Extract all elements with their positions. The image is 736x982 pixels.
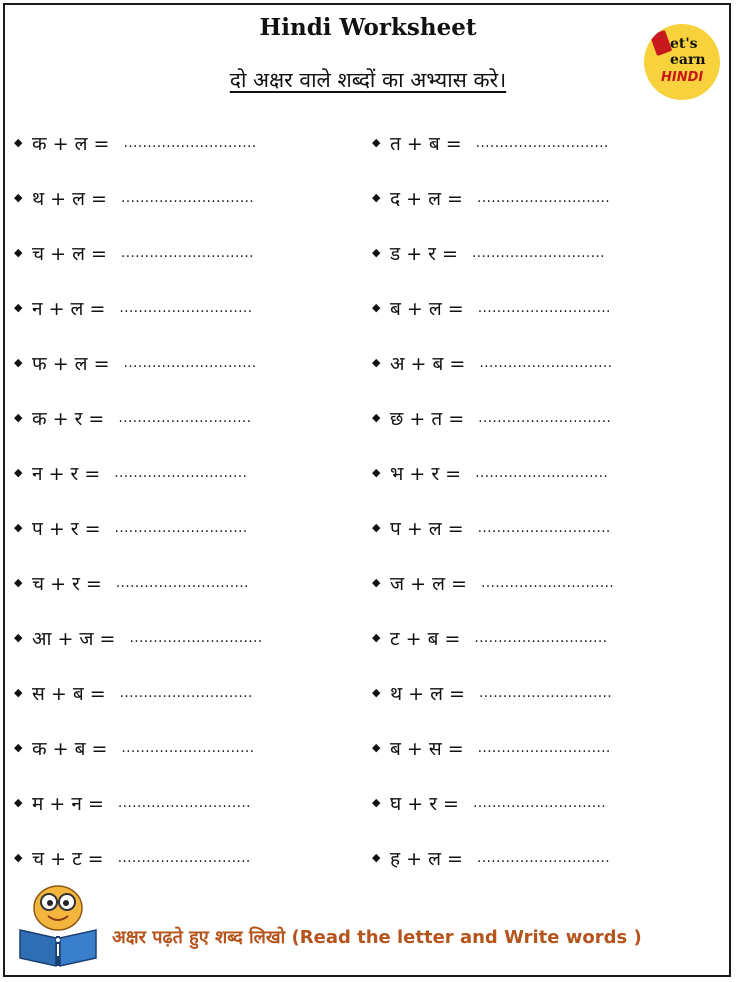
bullet-icon: ◆: [372, 136, 381, 149]
worksheet-subtitle: [0, 66, 736, 94]
bullet-icon: ◆: [372, 411, 381, 424]
left-exercise-row: [14, 115, 263, 170]
logo-line-2: earn: [670, 52, 706, 68]
right-exercise-row: [372, 115, 614, 170]
reading-mascot-icon: [16, 878, 100, 968]
answer-blank[interactable]: ............................: [475, 464, 609, 481]
left-exercise-row: [14, 170, 263, 225]
right-exercise-row: [372, 610, 614, 665]
answer-blank[interactable]: ............................: [477, 519, 611, 536]
subtitle-text: दो अक्षर वाले शब्दों का अभ्यास करे।: [229, 68, 507, 92]
right-exercise-row: [372, 225, 614, 280]
letter-combination: घ + र =: [390, 792, 459, 815]
letter-combination: स + ब =: [32, 682, 106, 705]
bullet-icon: ◆: [14, 686, 23, 699]
bullet-icon: ◆: [372, 191, 381, 204]
bullet-icon: ◆: [14, 631, 23, 644]
bullet-icon: ◆: [372, 851, 381, 864]
logo-book-icon: [650, 30, 673, 56]
answer-blank[interactable]: ............................: [117, 794, 251, 811]
answer-blank[interactable]: ............................: [123, 354, 257, 371]
bullet-icon: ◆: [372, 631, 381, 644]
answer-blank[interactable]: ............................: [129, 629, 263, 646]
answer-blank[interactable]: ............................: [477, 739, 611, 756]
answer-blank[interactable]: ............................: [121, 739, 255, 756]
bullet-icon: ◆: [372, 741, 381, 754]
right-exercise-row: [372, 170, 614, 225]
left-exercise-row: [14, 280, 263, 335]
bullet-icon: ◆: [372, 686, 381, 699]
answer-blank[interactable]: ............................: [476, 849, 610, 866]
answer-blank[interactable]: ............................: [120, 244, 254, 261]
letter-combination: फ + ल =: [32, 352, 110, 375]
answer-blank[interactable]: ............................: [474, 629, 608, 646]
left-exercise-row: [14, 390, 263, 445]
bullet-icon: ◆: [14, 466, 23, 479]
answer-blank[interactable]: ............................: [471, 244, 605, 261]
letter-combination: अ + ब =: [390, 352, 466, 375]
bullet-icon: ◆: [372, 246, 381, 259]
right-exercise-row: [372, 720, 614, 775]
footer-instruction: अक्षर पढ़ते हुए शब्द लिखो (Read the letter and Write words ): [112, 927, 642, 948]
answer-blank[interactable]: ............................: [475, 134, 609, 151]
bullet-icon: ◆: [14, 851, 23, 864]
letter-combination: ट + ब =: [390, 627, 461, 650]
answer-blank[interactable]: ............................: [477, 299, 611, 316]
letter-combination: छ + त =: [390, 407, 465, 430]
bullet-icon: ◆: [14, 576, 23, 589]
letter-combination: प + ल =: [390, 517, 464, 540]
logo-line-3: HINDI: [661, 70, 704, 85]
bullet-icon: ◆: [14, 246, 23, 259]
letter-combination: त + ब =: [390, 132, 462, 155]
answer-blank[interactable]: ............................: [117, 849, 251, 866]
letter-combination: क + र =: [32, 407, 105, 430]
answer-blank[interactable]: ............................: [478, 684, 612, 701]
letter-combination: ह + ल =: [390, 847, 463, 870]
left-exercise-row: [14, 335, 263, 390]
bullet-icon: ◆: [14, 411, 23, 424]
bullet-icon: ◆: [14, 191, 23, 204]
left-exercise-column: [14, 115, 263, 885]
bullet-icon: ◆: [14, 301, 23, 314]
left-exercise-row: [14, 720, 263, 775]
lets-learn-hindi-logo: [644, 24, 720, 100]
bullet-icon: ◆: [372, 301, 381, 314]
answer-blank[interactable]: ............................: [123, 134, 257, 151]
letter-combination: भ + र =: [390, 462, 462, 485]
bullet-icon: ◆: [14, 136, 23, 149]
answer-blank[interactable]: ............................: [472, 794, 606, 811]
bullet-icon: ◆: [14, 356, 23, 369]
bullet-icon: ◆: [372, 521, 381, 534]
letter-combination: ड + र =: [390, 242, 458, 265]
right-exercise-column: [372, 115, 614, 885]
answer-blank[interactable]: ............................: [119, 299, 253, 316]
logo-line-1: et's: [670, 36, 698, 52]
left-exercise-row: [14, 445, 263, 500]
bullet-icon: ◆: [372, 356, 381, 369]
answer-blank[interactable]: ............................: [115, 574, 249, 591]
right-exercise-row: [372, 280, 614, 335]
bullet-icon: ◆: [372, 466, 381, 479]
right-exercise-row: [372, 665, 614, 720]
answer-blank[interactable]: ............................: [114, 464, 248, 481]
bullet-icon: ◆: [14, 796, 23, 809]
left-exercise-row: [14, 500, 263, 555]
letter-combination: क + ल =: [32, 132, 110, 155]
answer-blank[interactable]: ............................: [120, 189, 254, 206]
right-exercise-row: [372, 830, 614, 885]
bullet-icon: ◆: [372, 796, 381, 809]
left-exercise-row: [14, 225, 263, 280]
right-exercise-row: [372, 390, 614, 445]
bullet-icon: ◆: [372, 576, 381, 589]
right-exercise-row: [372, 775, 614, 830]
letter-combination: न + र =: [32, 462, 101, 485]
answer-blank[interactable]: ............................: [478, 409, 612, 426]
left-exercise-row: [14, 830, 263, 885]
right-exercise-row: [372, 335, 614, 390]
letter-combination: आ + ज =: [32, 627, 116, 650]
right-exercise-row: [372, 445, 614, 500]
left-exercise-row: [14, 665, 263, 720]
letter-combination: ब + स =: [390, 737, 464, 760]
letter-combination: न + ल =: [32, 297, 106, 320]
bullet-icon: ◆: [14, 741, 23, 754]
letter-combination: च + र =: [32, 572, 102, 595]
letter-combination: प + र =: [32, 517, 101, 540]
answer-blank[interactable]: ............................: [118, 409, 252, 426]
letter-combination: थ + ल =: [390, 682, 465, 705]
letter-combination: क + ब =: [32, 737, 108, 760]
worksheet-title: Hindi Worksheet: [259, 14, 477, 41]
answer-blank[interactable]: ............................: [480, 574, 614, 591]
letter-combination: द + ल =: [390, 187, 463, 210]
left-exercise-row: [14, 775, 263, 830]
answer-blank[interactable]: ............................: [479, 354, 613, 371]
letter-combination: म + न =: [32, 792, 104, 815]
right-exercise-row: [372, 500, 614, 555]
bullet-icon: ◆: [14, 521, 23, 534]
letter-combination: थ + ल =: [32, 187, 107, 210]
letter-combination: च + ल =: [32, 242, 107, 265]
answer-blank[interactable]: ............................: [476, 189, 610, 206]
answer-blank[interactable]: ............................: [119, 684, 253, 701]
letter-combination: च + ट =: [32, 847, 104, 870]
letter-combination: ज + ल =: [390, 572, 467, 595]
letter-combination: ब + ल =: [390, 297, 464, 320]
answer-blank[interactable]: ............................: [114, 519, 248, 536]
right-exercise-row: [372, 555, 614, 610]
left-exercise-row: [14, 555, 263, 610]
left-exercise-row: [14, 610, 263, 665]
